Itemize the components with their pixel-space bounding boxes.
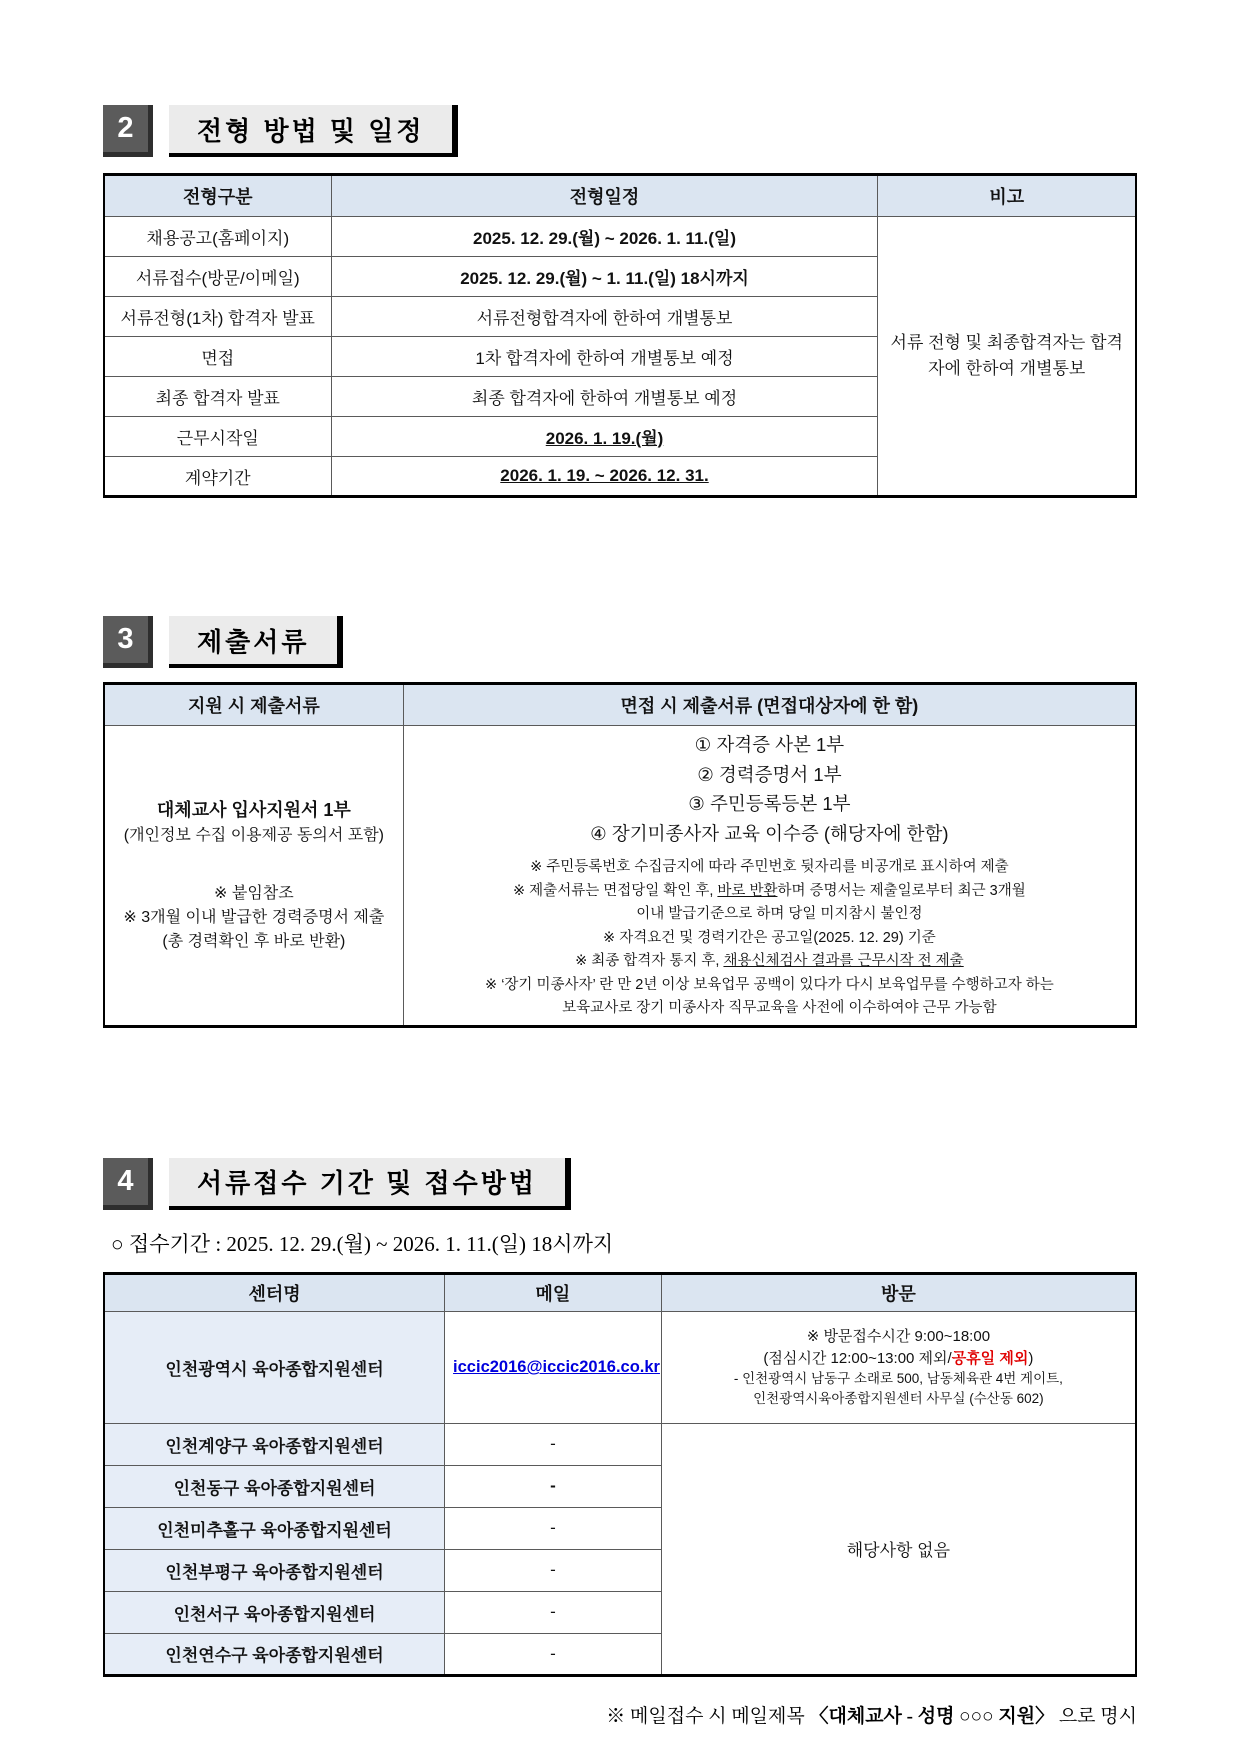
reception-table bbox=[103, 1272, 1137, 1677]
apply-doc-note: (총 경력확인 후 바로 반환) bbox=[162, 932, 346, 950]
schedule-label: 근무시작일 bbox=[104, 417, 331, 457]
center-mail-cell bbox=[445, 1311, 662, 1423]
schedule-value: 2026. 1. 19. ~ 2026. 12. 31. bbox=[331, 457, 878, 497]
center-name: 인천계양구 육아종합지원센터 bbox=[104, 1423, 445, 1465]
section-2-number-badge: 2 bbox=[103, 105, 153, 157]
center-name: 인천서구 육아종합지원센터 bbox=[104, 1591, 445, 1633]
documents-header-interview: 면접 시 제출서류 (면접대상자에 한 함) bbox=[403, 684, 1136, 726]
note-line: 이내 발급기준으로 하며 당일 미지참시 불인정 bbox=[636, 906, 923, 923]
interview-doc-item: ① 자격증 사본 1부 bbox=[694, 734, 845, 755]
center-name: 인천동구 육아종합지원센터 bbox=[104, 1465, 445, 1507]
note-text: ※ 최종 합격자 통지 후, bbox=[575, 953, 724, 970]
email-link[interactable]: iccic2016@iccic2016.co.kr bbox=[453, 1358, 660, 1377]
reception-row bbox=[104, 1423, 1136, 1465]
center-name: 인천미추홀구 육아종합지원센터 bbox=[104, 1507, 445, 1549]
schedule-header-category: 전형구분 bbox=[104, 175, 331, 217]
schedule-header-date: 전형일정 bbox=[331, 175, 878, 217]
apply-doc-note: ※ 3개월 이내 발급한 경력증명서 제출 bbox=[123, 908, 385, 926]
center-mail-cell: - bbox=[445, 1465, 662, 1507]
note-line: ※ ‘장기 미종사자’ 란 만 2년 이상 보육업무 공백이 있다가 다시 보육업무를 수행하고자 하는 bbox=[485, 976, 1054, 993]
section-4-header bbox=[103, 1158, 1137, 1210]
schedule-label: 최종 합격자 발표 bbox=[104, 377, 331, 417]
reception-period-line: ○ 접수기간 : 2025. 12. 29.(월) ~ 2026. 1. 11.(일) 18시까지 bbox=[111, 1231, 614, 1256]
section-3-number-badge: 3 bbox=[103, 616, 153, 668]
section-4-number-badge: 4 bbox=[103, 1158, 153, 1210]
visit-holiday-excluded-text: 공휴일 제외 bbox=[951, 1349, 1029, 1367]
documents-table bbox=[103, 682, 1137, 1028]
center-name: 인천연수구 육아종합지원센터 bbox=[104, 1633, 445, 1675]
center-mail-cell: - bbox=[445, 1507, 662, 1549]
center-mail-cell: - bbox=[445, 1423, 662, 1465]
documents-header-apply: 지원 시 제출서류 bbox=[104, 684, 403, 726]
schedule-remark-cell: 서류 전형 및 최종합격자는 합격자에 한하여 개별통보 bbox=[878, 217, 1136, 497]
schedule-value: 서류전형합격자에 한하여 개별통보 bbox=[331, 297, 878, 337]
spacer bbox=[113, 848, 395, 882]
footer-text: ※ 메일접수 시 메일제목 bbox=[606, 1705, 810, 1727]
note-underlined-text: 바로 반환 bbox=[717, 882, 778, 899]
schedule-label: 계약기간 bbox=[104, 457, 331, 497]
note-underlined-text: 채용신체검사 결과를 근무시작 전 제출 bbox=[723, 953, 964, 970]
footer-text: 으로 명시 bbox=[1054, 1705, 1137, 1727]
schedule-value: 2025. 12. 29.(월) ~ 2026. 1. 11.(일) bbox=[331, 217, 878, 257]
section-2-header bbox=[103, 105, 1137, 157]
reception-row-main bbox=[104, 1311, 1136, 1423]
note-line: ※ 주민등록번호 수집금지에 따라 주민번호 뒷자리를 비공개로 표시하여 제출 bbox=[530, 859, 1009, 876]
visit-line: - 인천광역시 남동구 소래로 500, 남동체육관 4번 게이트, bbox=[733, 1371, 1063, 1387]
center-name: 인천부평구 육아종합지원센터 bbox=[104, 1549, 445, 1591]
documents-body-row bbox=[104, 726, 1136, 1027]
visit-text: (점심시간 12:00~13:00 제외/ bbox=[763, 1349, 952, 1367]
note-line bbox=[412, 950, 1127, 973]
note-line: 보육교사로 장기 미종사자 직무교육을 사전에 이수하여야 근무 가능함 bbox=[562, 1000, 997, 1017]
visit-line bbox=[670, 1348, 1127, 1370]
schedule-table bbox=[103, 173, 1137, 498]
visit-info-cell bbox=[661, 1311, 1136, 1423]
interview-doc-notes bbox=[412, 856, 1127, 1020]
schedule-row-announcement bbox=[104, 217, 1136, 257]
section-3-title: 제출서류 bbox=[169, 616, 343, 668]
schedule-value: 최종 합격자에 한하여 개별통보 예정 bbox=[331, 377, 878, 417]
reception-header-visit: 방문 bbox=[661, 1273, 1136, 1311]
visit-line: 인천광역시육아종합지원센터 사무실 (수산동 602) bbox=[753, 1391, 1044, 1407]
section-2-title: 전형 방법 및 일정 bbox=[169, 105, 458, 157]
apply-documents-cell bbox=[104, 726, 403, 1027]
interview-doc-item: ② 경력증명서 1부 bbox=[697, 763, 842, 785]
schedule-label: 서류접수(방문/이메일) bbox=[104, 257, 331, 297]
note-line: ※ 자격요건 및 경력기간은 공고일(2025. 12. 29) 기준 bbox=[603, 929, 936, 946]
apply-doc-line: (개인정보 수집 이용제공 동의서 포함) bbox=[123, 826, 385, 844]
reception-header-row bbox=[104, 1273, 1136, 1311]
documents-header-row bbox=[104, 684, 1136, 726]
section-4-title: 서류접수 기간 및 접수방법 bbox=[169, 1158, 571, 1210]
center-mail-cell: - bbox=[445, 1549, 662, 1591]
visit-not-applicable-cell: 해당사항 없음 bbox=[661, 1423, 1136, 1675]
schedule-label: 서류전형(1차) 합격자 발표 bbox=[104, 297, 331, 337]
note-text: 하며 증명서는 제출일로부터 최근 3개월 bbox=[777, 882, 1026, 899]
footer-bold-text: 〈대체교사 - 성명 ○○○ 지원〉 bbox=[809, 1705, 1055, 1727]
schedule-label: 채용공고(홈페이지) bbox=[104, 217, 331, 257]
schedule-label: 면접 bbox=[104, 337, 331, 377]
reception-header-center: 센터명 bbox=[104, 1273, 445, 1311]
schedule-header-remark: 비고 bbox=[878, 175, 1136, 217]
center-mail-cell: - bbox=[445, 1633, 662, 1675]
schedule-value: 2025. 12. 29.(월) ~ 1. 11.(일) 18시까지 bbox=[331, 257, 878, 297]
apply-doc-note: ※ 붙임참조 bbox=[214, 884, 294, 902]
section-3-header bbox=[103, 616, 1137, 668]
mail-subject-note bbox=[103, 1701, 1137, 1728]
visit-text: ) bbox=[1028, 1349, 1034, 1367]
reception-header-mail: 메일 bbox=[445, 1273, 662, 1311]
note-text: ※ 제출서류는 면접당일 확인 후, bbox=[513, 882, 718, 899]
note-line bbox=[412, 880, 1127, 903]
schedule-value: 1차 합격자에 한하여 개별통보 예정 bbox=[331, 337, 878, 377]
apply-doc-line: 대체교사 입사지원서 1부 bbox=[156, 799, 351, 820]
interview-doc-item: ④ 장기미종사자 교육 이수증 (해당자에 한함) bbox=[590, 822, 949, 844]
interview-doc-item: ③ 주민등록등본 1부 bbox=[688, 793, 851, 815]
schedule-header-row bbox=[104, 175, 1136, 217]
center-name: 인천광역시 육아종합지원센터 bbox=[104, 1311, 445, 1423]
interview-documents-cell bbox=[403, 726, 1136, 1027]
center-mail-cell: - bbox=[445, 1591, 662, 1633]
schedule-value: 2026. 1. 19.(월) bbox=[331, 417, 878, 457]
visit-line: ※ 방문접수시간 9:00~18:00 bbox=[806, 1327, 991, 1345]
